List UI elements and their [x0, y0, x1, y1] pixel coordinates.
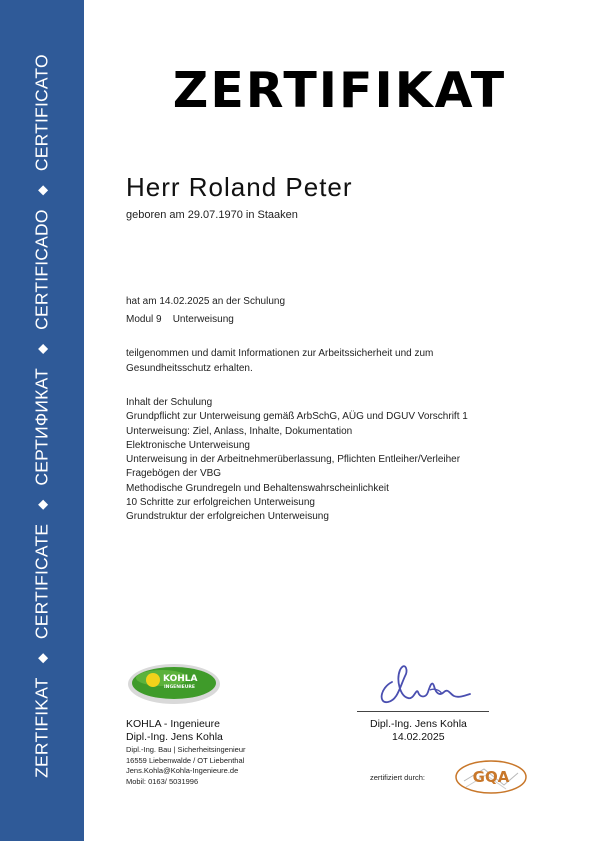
gqa-logo — [454, 759, 528, 795]
signature-image — [370, 652, 490, 712]
certified-label: zertifiziert durch: — [370, 773, 426, 782]
list-item: Elektronische Unterweisung — [126, 439, 250, 451]
training-date-line: hat am 14.02.2025 an der Schulung — [126, 296, 286, 307]
content-list — [126, 396, 468, 525]
kohla-logo — [127, 662, 221, 706]
certificate-title: ZERTIFIKAT — [172, 62, 507, 119]
diamond-icon: ◆ — [34, 185, 50, 196]
company-block — [126, 718, 223, 743]
sidebar-word: CERTIFICATO — [31, 54, 52, 172]
sidebar-word: CERTIFICADO — [31, 209, 52, 330]
detail-line: Dipl.-Ing. Bau | Sicherheitsingenieur — [126, 745, 246, 754]
detail-line: 16559 Liebenwalde / OT Liebenthal — [126, 755, 245, 765]
content-heading: Inhalt der Schulung — [126, 397, 213, 408]
signer-name: Dipl.-Ing. Jens Kohla — [370, 718, 467, 730]
sign-date: 14.02.2025 — [392, 730, 445, 743]
list-item: Unterweisung in der Arbeitnehmerüberlassung, Pflichten Entleiher/Verleiher — [126, 454, 461, 466]
sidebar-band — [0, 0, 84, 841]
diamond-icon: ◆ — [34, 653, 50, 664]
signature-line — [357, 711, 489, 712]
phone-text: Mobil: 0163/ 5031996 — [126, 776, 199, 786]
diamond-icon: ◆ — [34, 343, 50, 355]
signer-block — [370, 718, 467, 743]
list-item: Methodische Grundregeln und Behaltenswahrscheinlichkeit — [126, 482, 389, 494]
recipient-birth: geboren am 29.07.1970 in Staaken — [126, 209, 298, 221]
list-item: 10 Schritte zur erfolgreichen Unterweisung — [126, 497, 315, 509]
list-item: Fragebögen der VBG — [126, 468, 222, 480]
logo-text: KOHLA — [163, 674, 198, 684]
email-text: Jens.Kohla@Kohla-Ingenieure.de — [126, 766, 239, 775]
gqa-text: GQA — [472, 768, 510, 786]
participation-line-2: Gesundheitsschutz erhalten. — [126, 363, 253, 374]
diamond-icon: ◆ — [34, 499, 50, 510]
module-line: Modul 9 Unterweisung — [126, 314, 234, 325]
sidebar-word: CERTIFICATE — [31, 523, 52, 640]
logo-subtext: INGENIEURE — [164, 685, 195, 690]
recipient-name: Herr Roland Peter — [126, 172, 353, 202]
company-details — [126, 745, 246, 787]
company-person: Dipl.-Ing. Jens Kohla — [126, 730, 223, 743]
participation-line-1: teilgenommen und damit Informationen zur Arbeitssicherheit und zum — [126, 348, 434, 359]
company-name: KOHLA - Ingenieure — [126, 718, 220, 730]
list-item: Grundstruktur der erfolgreichen Unterweisung — [126, 511, 329, 523]
list-item: Grundpflicht zur Unterweisung gemäß ArbSchG, AÜG und DGUV Vorschrift 1 — [126, 411, 468, 423]
sidebar-word: СЕРТИФИКАТ — [31, 368, 52, 486]
list-item: Unterweisung: Ziel, Anlass, Inhalte, Dokumentation — [126, 425, 353, 437]
sidebar-word: ZERTIFIKAT — [31, 677, 52, 778]
sidebar-multilingual-text — [32, 6, 53, 826]
